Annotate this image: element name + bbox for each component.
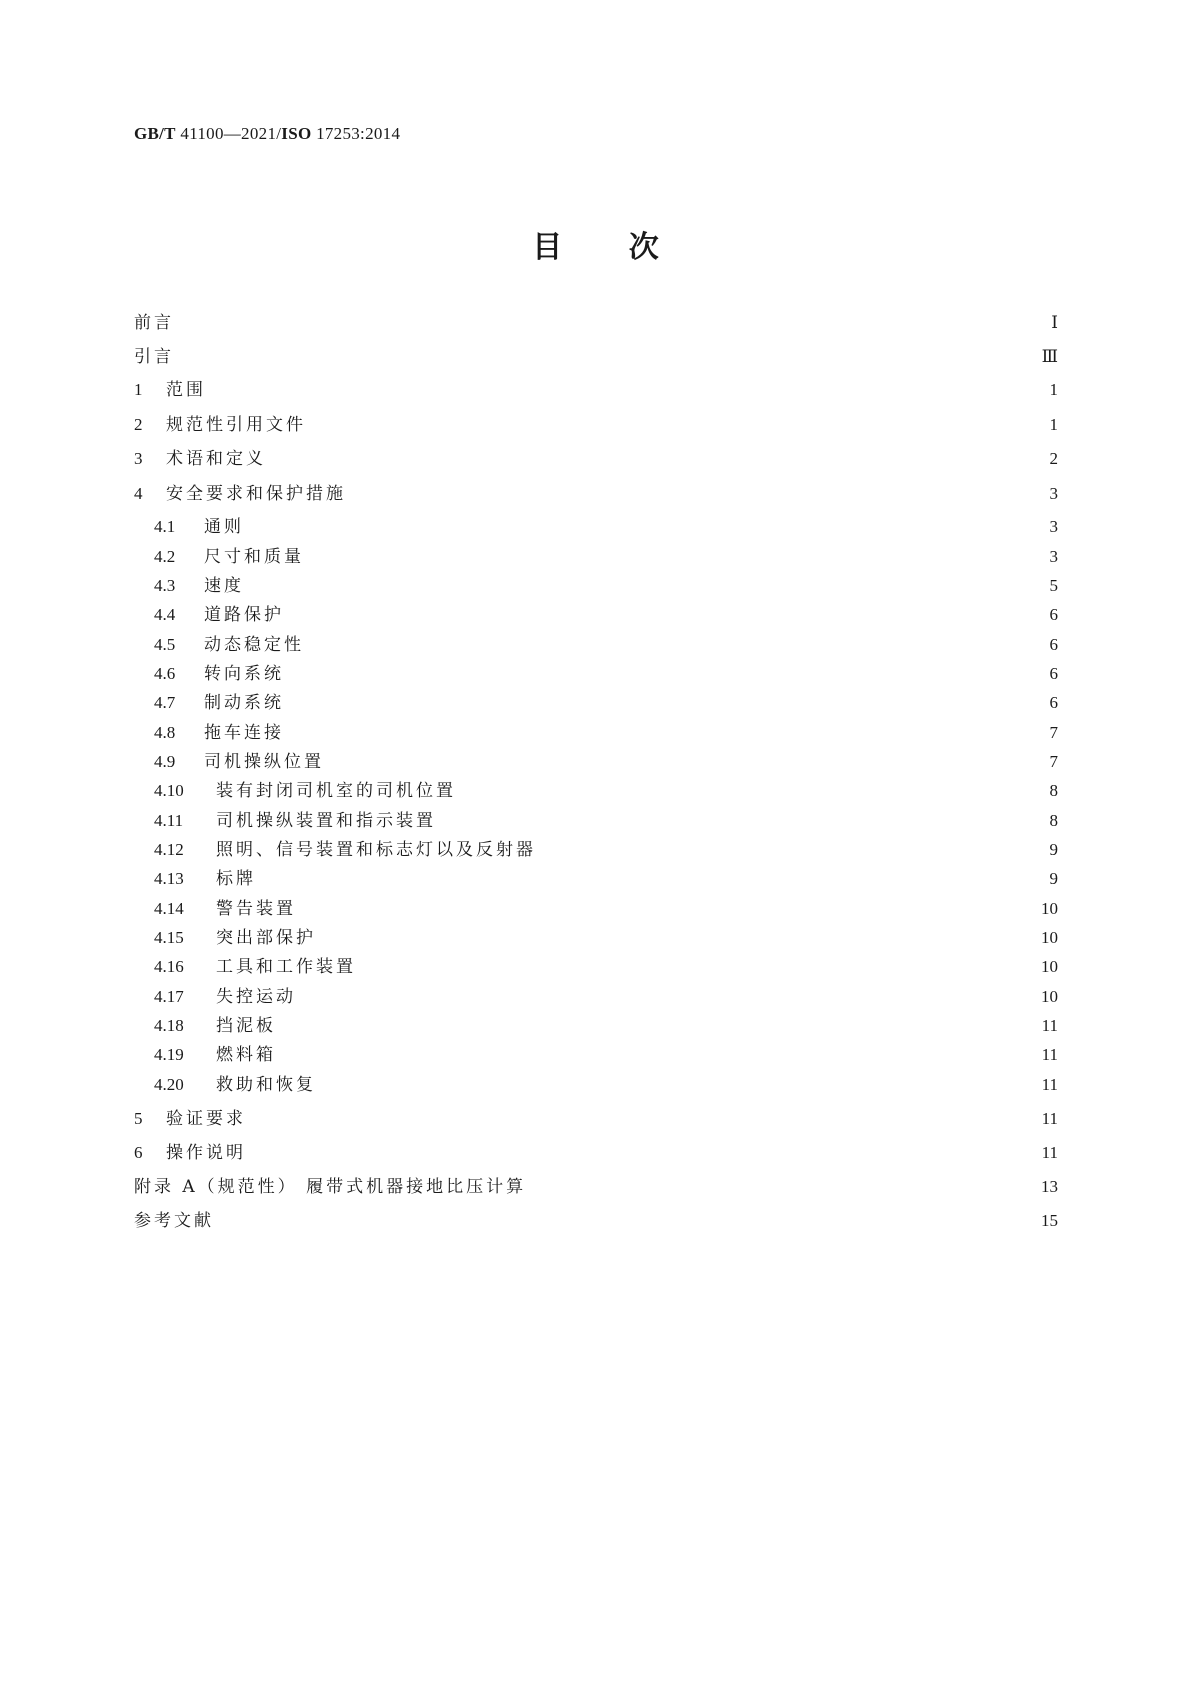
dot-leader — [306, 986, 1033, 1008]
toc-entry-label: 燃料箱 — [216, 1045, 276, 1065]
dot-leader — [248, 1108, 1034, 1130]
toc-entry-4-3[interactable] — [154, 571, 1058, 597]
toc-entry-number: 4.9 — [154, 752, 176, 771]
dot-leader — [326, 927, 1033, 949]
std-code: 41100—2021/ — [180, 124, 282, 143]
toc-entry-4-5[interactable] — [154, 630, 1058, 656]
dot-leader — [294, 722, 1036, 744]
toc-entry-number: 4.17 — [154, 987, 184, 1006]
toc-entry-5[interactable] — [134, 1104, 1058, 1130]
toc-entry-label: 司机操纵位置 — [204, 752, 324, 772]
toc-entry-page: Ⅰ — [1051, 313, 1058, 332]
dot-leader — [248, 1142, 1034, 1164]
toc-entry-4-11[interactable] — [154, 806, 1058, 832]
dot-leader — [276, 448, 1036, 470]
toc-entry-page: 10 — [1041, 957, 1058, 976]
dot-leader — [254, 516, 1036, 538]
page-title: 目 次 — [532, 230, 659, 265]
toc-entry-4-16[interactable] — [154, 952, 1058, 978]
toc-entry-page: 1 — [1049, 380, 1058, 399]
iso-prefix: ISO — [281, 124, 312, 143]
toc-entry-label: 转向系统 — [204, 664, 284, 684]
toc-entry-label: 司机操纵装置和指示装置 — [216, 811, 436, 831]
dot-leader — [286, 1044, 1034, 1066]
toc-entry-4-17[interactable] — [154, 982, 1058, 1008]
toc-entry-page: 11 — [1041, 1016, 1058, 1035]
toc-entry-label: 标牌 — [216, 869, 256, 889]
toc-entry-number: 4.12 — [154, 840, 184, 859]
toc-entry-label: 工具和工作装置 — [216, 957, 356, 977]
toc-entry-label: 尺寸和质量 — [204, 547, 304, 567]
toc-entry-page: 10 — [1041, 987, 1058, 1006]
toc-entry-page: 11 — [1041, 1045, 1058, 1064]
toc-entry-page: 3 — [1049, 517, 1058, 536]
dot-leader — [314, 634, 1036, 656]
toc-entry-number: 4.20 — [154, 1075, 184, 1094]
dot-leader — [306, 898, 1033, 920]
dot-leader — [294, 692, 1036, 714]
toc-entry-label: 突出部保护 — [216, 928, 316, 948]
toc-entry-number: 5 — [134, 1109, 143, 1128]
dot-leader — [314, 546, 1036, 568]
toc-entry-page: 5 — [1049, 576, 1058, 595]
toc-entry-number: 4.11 — [154, 811, 184, 830]
toc-entry-page: 13 — [1041, 1177, 1058, 1196]
toc-entry-number: 2 — [134, 415, 143, 434]
toc-entry-4-12[interactable] — [154, 835, 1058, 861]
toc-entry-number: 4 — [134, 484, 143, 503]
toc-entry-number: 4.16 — [154, 957, 184, 976]
toc-entry-number: 4.19 — [154, 1045, 184, 1064]
toc-entry-page: 6 — [1049, 693, 1058, 712]
toc-entry-4-15[interactable] — [154, 923, 1058, 949]
toc-entry-label: 范围 — [166, 380, 206, 400]
toc-entry-page: 2 — [1049, 449, 1058, 468]
toc-entry-label: 警告装置 — [216, 899, 296, 919]
dot-leader — [366, 956, 1033, 978]
toc-entry-label: 通则 — [204, 517, 244, 537]
toc-entry-label: 挡泥板 — [216, 1016, 276, 1036]
toc-entry-number: 6 — [134, 1143, 143, 1162]
dot-leader — [184, 346, 1034, 368]
dot-leader — [286, 1015, 1034, 1037]
dot-leader — [254, 575, 1036, 597]
toc-entry-page: 10 — [1041, 899, 1058, 918]
toc-entry-label: 规范性引用文件 — [166, 415, 306, 435]
dot-leader — [326, 1074, 1034, 1096]
toc-entry-label: 动态稳定性 — [204, 635, 304, 655]
dot-leader — [216, 379, 1036, 401]
toc-entry-page: 6 — [1049, 635, 1058, 654]
toc-entry-page: Ⅲ — [1041, 347, 1058, 366]
toc-entry-4-10[interactable] — [154, 776, 1058, 802]
toc-entry-number: 4.14 — [154, 899, 184, 918]
toc-entry-number: 4.18 — [154, 1016, 184, 1035]
toc-entry-number: 4.2 — [154, 547, 176, 566]
toc-entry-number: 4.8 — [154, 723, 176, 742]
toc-entry-4-18[interactable] — [154, 1011, 1058, 1037]
toc-entry-4-7[interactable] — [154, 688, 1058, 714]
toc-entry-number: 4.13 — [154, 869, 184, 888]
toc-entry-4-6[interactable] — [154, 659, 1058, 685]
toc-entry-4-13[interactable] — [154, 864, 1058, 890]
toc-entry-page: 6 — [1049, 605, 1058, 624]
toc-entry-4-9[interactable] — [154, 747, 1058, 773]
toc-entry-number: 4.1 — [154, 517, 176, 536]
toc-entry-3[interactable] — [134, 444, 1058, 470]
toc-entry-label: 失控运动 — [216, 987, 296, 1007]
toc-entry-label: 附录 A（规范性） 履带式机器接地比压计算 — [134, 1177, 527, 1197]
toc-entry-4-14[interactable] — [154, 894, 1058, 920]
toc-entry-label: 救助和恢复 — [216, 1075, 316, 1095]
toc-entry-4-2[interactable] — [154, 542, 1058, 568]
dot-leader — [334, 751, 1036, 773]
toc-entry-bibliography[interactable] — [134, 1206, 1058, 1232]
toc-entry-page: 15 — [1041, 1211, 1058, 1230]
toc-entry-page: 9 — [1049, 869, 1058, 888]
toc-entry-4[interactable] — [134, 479, 1058, 505]
toc-entry-label: 安全要求和保护措施 — [166, 484, 346, 504]
toc-entry-number: 4.3 — [154, 576, 176, 595]
toc-entry-page: 10 — [1041, 928, 1058, 947]
toc-entry-page: 8 — [1049, 811, 1058, 830]
toc-entry-page: 8 — [1049, 781, 1058, 800]
toc-entry-label: 前言 — [134, 313, 174, 333]
toc-entry-number: 4.7 — [154, 693, 176, 712]
toc-entry-page: 7 — [1049, 723, 1058, 742]
standard-number — [134, 124, 400, 144]
toc-entry-6[interactable] — [134, 1138, 1058, 1164]
toc-entry-label: 照明、信号装置和标志灯以及反射器 — [216, 840, 536, 860]
toc-entry-4-20[interactable] — [154, 1070, 1058, 1096]
toc-entry-label: 引言 — [134, 347, 174, 367]
dot-leader — [458, 780, 1036, 802]
toc-entry-label: 速度 — [204, 576, 244, 596]
toc-entry-label: 装有封闭司机室的司机位置 — [216, 781, 456, 801]
toc-entry-page: 7 — [1049, 752, 1058, 771]
dot-leader — [294, 663, 1036, 685]
toc-entry-page: 6 — [1049, 664, 1058, 683]
toc-entry-page: 3 — [1049, 547, 1058, 566]
dot-leader — [184, 312, 1036, 334]
dot-leader — [294, 604, 1036, 626]
toc-entry-label: 拖车连接 — [204, 723, 284, 743]
toc-entry-page: 1 — [1049, 415, 1058, 434]
toc-entry-4-19[interactable] — [154, 1040, 1058, 1066]
toc-entry-page: 11 — [1041, 1075, 1058, 1094]
toc-entry-4-1[interactable] — [154, 512, 1058, 538]
toc-entry-number: 4.15 — [154, 928, 184, 947]
toc-entry-number: 4.10 — [154, 781, 184, 800]
dot-leader — [258, 868, 1036, 890]
toc-entry-annex-a[interactable] — [134, 1172, 1058, 1198]
iso-code: 17253:2014 — [316, 124, 401, 143]
toc-entry-label: 制动系统 — [204, 693, 284, 713]
toc-entry-1[interactable] — [134, 375, 1058, 401]
toc-entry-4-4[interactable] — [154, 600, 1058, 626]
toc-entry-label: 道路保护 — [204, 605, 284, 625]
dot-leader — [356, 483, 1036, 505]
toc-entry-number: 4.6 — [154, 664, 176, 683]
toc-entry-4-8[interactable] — [154, 718, 1058, 744]
dot-leader — [438, 810, 1036, 832]
toc-entry-page: 3 — [1049, 484, 1058, 503]
dot-leader — [528, 1176, 1033, 1198]
dot-leader — [224, 1210, 1033, 1232]
toc-entry-2[interactable] — [134, 410, 1058, 436]
toc-entry-page: 11 — [1041, 1143, 1058, 1162]
std-prefix: GB/T — [134, 124, 176, 143]
toc-entry-foreword[interactable] — [134, 308, 1058, 334]
toc-entry-number: 1 — [134, 380, 143, 399]
toc-entry-number: 4.4 — [154, 605, 176, 624]
toc-entry-introduction[interactable] — [134, 342, 1058, 368]
dot-leader — [546, 839, 1036, 861]
dot-leader — [316, 414, 1036, 436]
toc-entry-label: 验证要求 — [166, 1109, 246, 1129]
toc-entry-label: 参考文献 — [134, 1211, 214, 1231]
toc-entry-label: 操作说明 — [166, 1143, 246, 1163]
toc-entry-label: 术语和定义 — [166, 449, 266, 469]
toc-entry-page: 9 — [1049, 840, 1058, 859]
toc-entry-number: 3 — [134, 449, 143, 468]
toc-entry-page: 11 — [1041, 1109, 1058, 1128]
toc-entry-number: 4.5 — [154, 635, 176, 654]
